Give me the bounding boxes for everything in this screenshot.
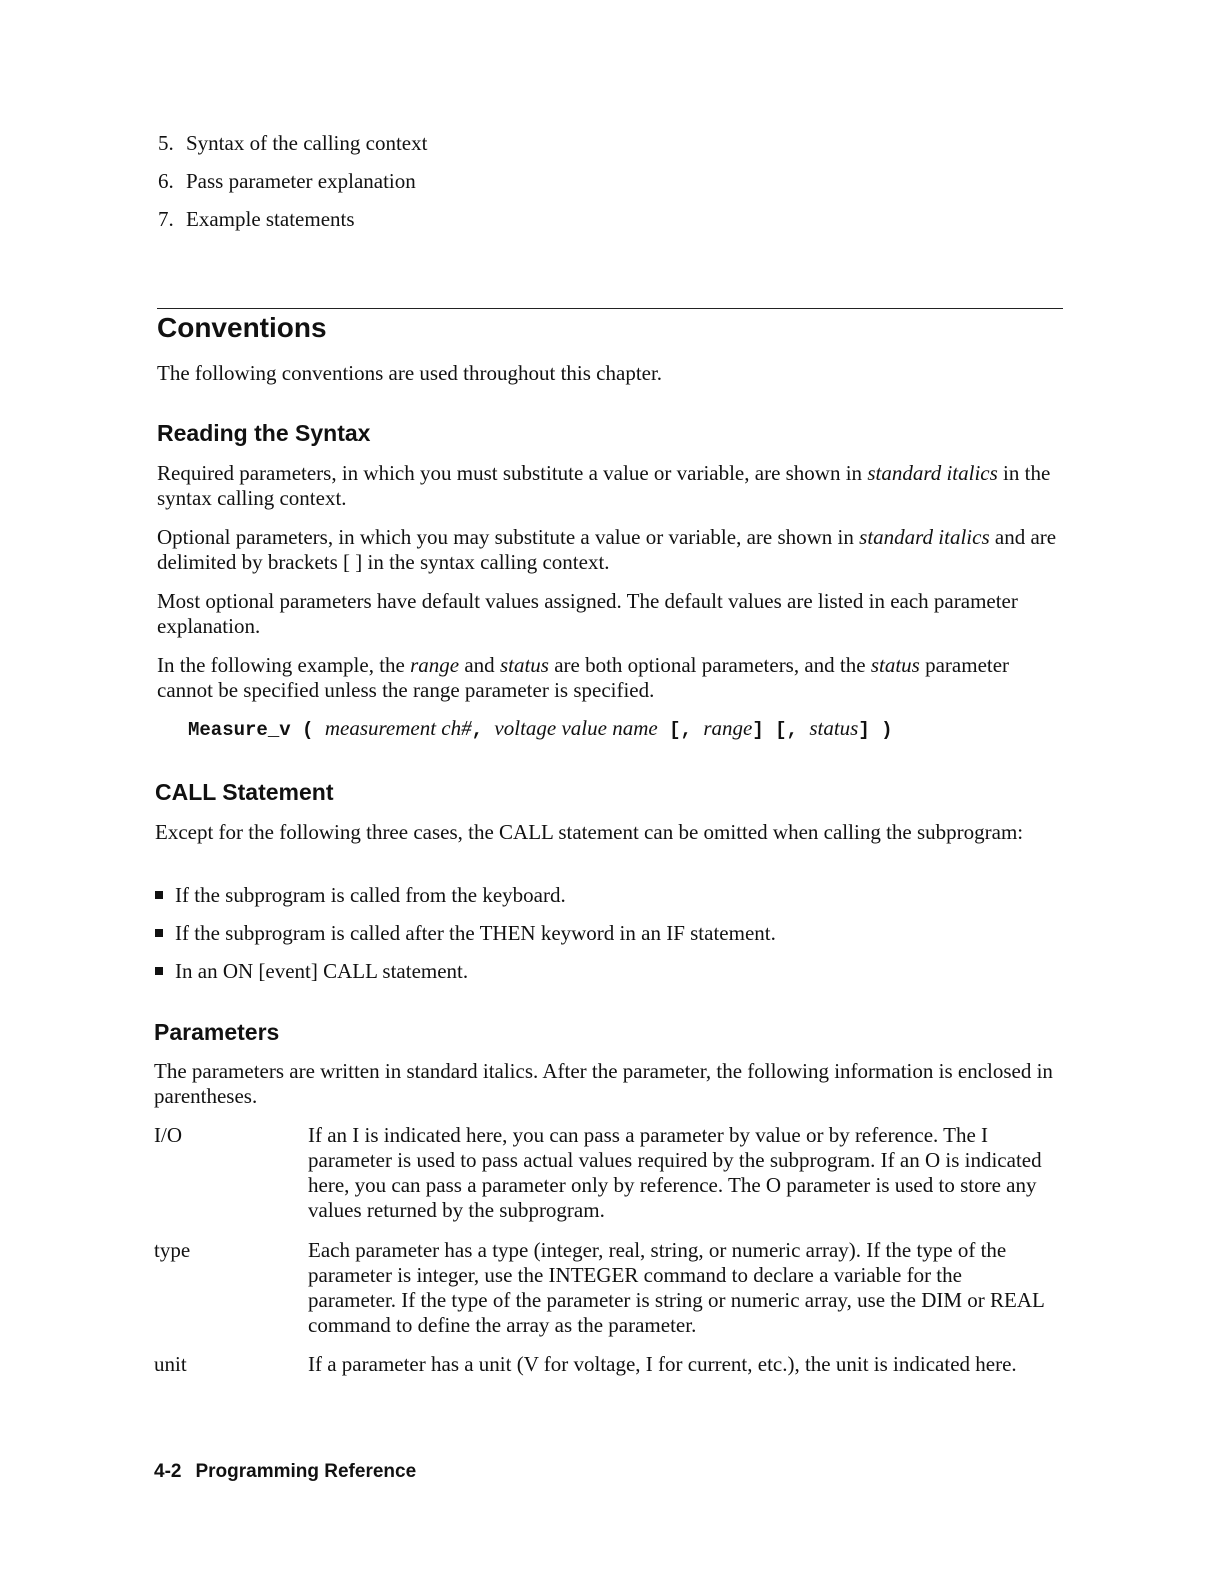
- definition-description: If an I is indicated here, you can pass a parameter by value or by reference. The I parameter is used to pass actual values required by the subprogram. If an O is indicated here, you can pass a parameter only by reference. The O parameter is used to store any values returned by the subprogram.: [308, 1123, 1042, 1222]
- list-item: If the subprogram is called from the keyboard.: [155, 883, 776, 921]
- page-footer: [154, 1461, 416, 1483]
- reading-syntax-paragraph-4: In the following example, the range and status are both optional parameters, and the status parameter cannot be specified unless the range parameter is specified.: [157, 653, 1010, 702]
- reading-syntax-paragraph-3: Most optional parameters have default values assigned. The default values are listed in each parameter explanation.: [157, 589, 1018, 638]
- call-statement-intro: Except for the following three cases, the CALL statement can be omitted when calling the subprogram:: [155, 820, 1024, 844]
- list-item: In an ON [event] CALL statement.: [155, 959, 776, 997]
- definition-term: I/O: [154, 1123, 182, 1147]
- bullet-square-icon: [155, 967, 163, 975]
- reading-syntax-paragraph-2: Optional parameters, in which you may substitute a value or variable, are shown in standard italics and are delimited by brackets [ ] in the syntax calling context.: [157, 525, 1057, 574]
- conventions-intro: The following conventions are used throughout this chapter.: [157, 361, 663, 385]
- bullet-square-icon: [155, 929, 163, 937]
- page-number: 4-2: [154, 1461, 182, 1482]
- definition-description: If a parameter has a unit (V for voltage, I for current, etc.), the unit is indicated here.: [308, 1352, 1017, 1376]
- list-item: 5. Syntax of the calling context: [158, 131, 428, 155]
- definition-term: unit: [154, 1352, 187, 1376]
- parameters-heading: Parameters: [154, 1019, 280, 1045]
- definition-description: Each parameter has a type (integer, real, string, or numeric array). If the type of the parameter is integer, use the INTEGER command to declare a variable for the parameter. If the type of the parameter is string or numeric array, use the DIM or REAL command to define the array as the parameter.: [308, 1238, 1045, 1337]
- list-item: 6. Pass parameter explanation: [158, 169, 416, 193]
- list-item: 7. Example statements: [158, 207, 355, 231]
- parameters-intro: The parameters are written in standard italics. After the parameter, the following information is enclosed in parentheses.: [154, 1059, 1053, 1108]
- reading-syntax-paragraph-1: Required parameters, in which you must substitute a value or variable, are shown in standard italics in the syntax calling context.: [157, 461, 1051, 510]
- section-divider: [157, 308, 1063, 309]
- syntax-example: Measure_v ( measurement ch#, voltage value name [, range] [, status] ): [188, 716, 893, 741]
- footer-title: Programming Reference: [195, 1461, 417, 1482]
- intro-numbered-list: [158, 131, 427, 245]
- list-item: If the subprogram is called after the THEN keyword in an IF statement.: [155, 921, 776, 959]
- definition-term: type: [154, 1238, 191, 1262]
- bullet-square-icon: [155, 891, 163, 899]
- conventions-heading: Conventions: [157, 312, 327, 343]
- reading-syntax-heading: Reading the Syntax: [157, 420, 371, 446]
- call-statement-bullet-list: [155, 883, 776, 997]
- call-statement-heading: CALL Statement: [155, 779, 334, 805]
